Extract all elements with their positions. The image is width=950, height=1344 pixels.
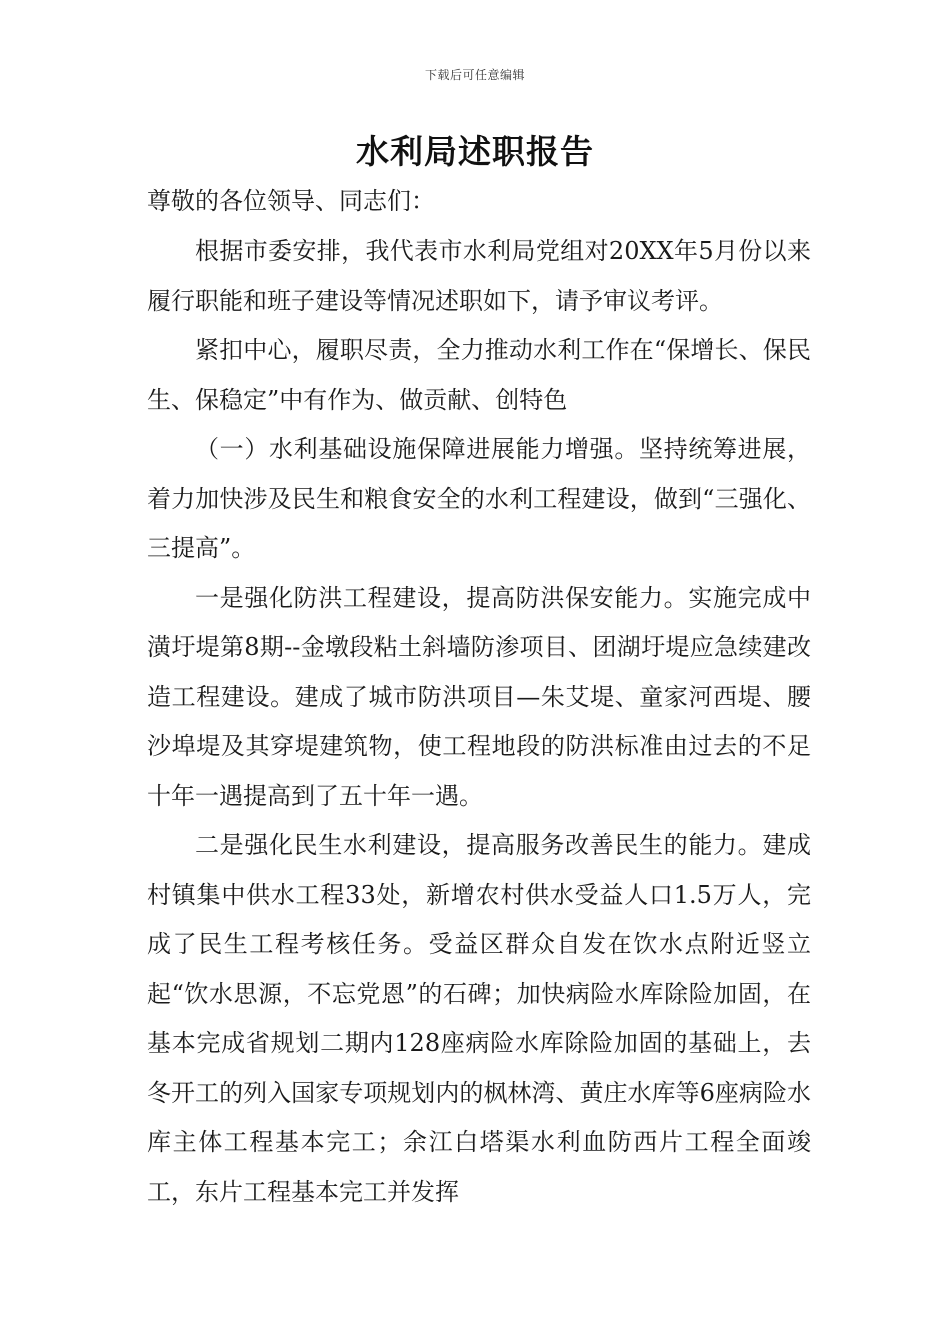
paragraph-intro: 根据市委安排，我代表市水利局党组对20XX年5月份以来履行职能和班子建设等情况述职如下，请予审议考评。 (147, 237, 811, 315)
document-title: 水利局述职报告 (356, 132, 594, 171)
paragraph-flood-control: 一是强化防洪工程建设，提高防洪保安能力。实施完成中潢圩堤第8期--金墩段粘土斜墙防渗项目、团湖圩堤应急续建改造工程建设。建成了城市防洪项目—朱艾堤、童家河西堤、腰沙埠堤及其穿堤建筑物，使工程地段的防洪标准由过去的不足十年一遇提高到了五十年一遇。 (147, 583, 811, 810)
header-note: 下载后可任意编辑 (424, 68, 525, 82)
paragraph-section-heading: 紧扣中心，履职尽责，全力推动水利工作在“保增长、保民生、保稳定”中有作为、做贡献、创特色 (147, 336, 811, 414)
paragraph-infrastructure: （一）水利基础设施保障进展能力增强。坚持统筹进展，着力加快涉及民生和粮食安全的水利工程建设，做到“三强化、三提高”。 (147, 435, 811, 562)
salutation: 尊敬的各位领导、同志们： (147, 187, 435, 215)
document-body (147, 180, 811, 1217)
paragraph-livelihood-water: 二是强化民生水利建设，提高服务改善民生的能力。建成村镇集中供水工程33处，新增农村供水受益人口1.5万人，完成了民生工程考核任务。受益区群众自发在饮水点附近竖立起“饮水思源，不忘党恩”的石碑；加快病险水库除险加固，在基本完成省规划二期内128座病险水库除险加固的基础上，去冬开工的列入国家专项规划内的枫林湾、黄庄水库等6座病险水库主体工程基本完工；余江白塔渠水利血防西片工程全面竣工，东片工程基本完工并发挥 (147, 831, 811, 1206)
